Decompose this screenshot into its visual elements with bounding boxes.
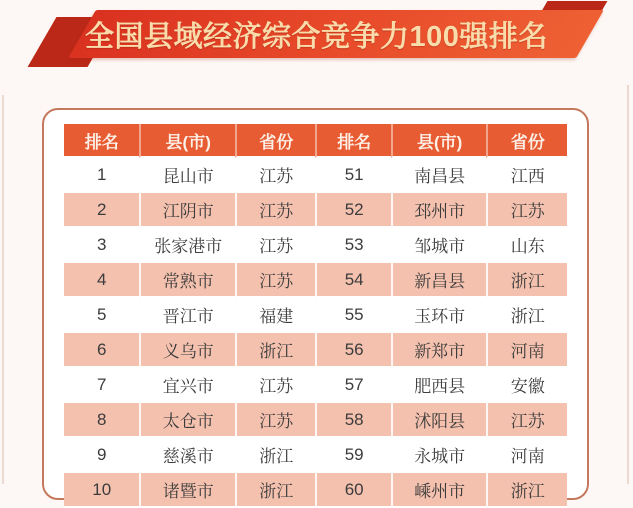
title-banner bbox=[30, 0, 603, 74]
table-cell: 河南 bbox=[486, 333, 567, 368]
column-header: 排名 bbox=[64, 124, 139, 158]
table-cell: 邳州市 bbox=[391, 193, 487, 228]
table-row bbox=[64, 333, 567, 368]
table-cell: 浙江 bbox=[235, 333, 315, 368]
table-row bbox=[64, 473, 567, 508]
table-cell: 慈溪市 bbox=[139, 438, 235, 473]
table-cell: 玉环市 bbox=[391, 298, 487, 333]
table-cell: 2 bbox=[64, 193, 139, 228]
table-cell: 8 bbox=[64, 403, 139, 438]
table-row bbox=[64, 228, 567, 263]
table-cell: 51 bbox=[315, 158, 390, 193]
table-row bbox=[64, 158, 567, 193]
table-cell: 59 bbox=[315, 438, 390, 473]
table-cell: 9 bbox=[64, 438, 139, 473]
table-cell: 10 bbox=[64, 473, 139, 508]
table-cell: 新郑市 bbox=[391, 333, 487, 368]
table-cell: 邹城市 bbox=[391, 228, 487, 263]
table-cell: 浙江 bbox=[235, 438, 315, 473]
table-cell: 南昌县 bbox=[391, 158, 487, 193]
table-row bbox=[64, 438, 567, 473]
table-row bbox=[64, 193, 567, 228]
table-cell: 58 bbox=[315, 403, 390, 438]
table-cell: 宜兴市 bbox=[139, 368, 235, 403]
table-cell: 永城市 bbox=[391, 438, 487, 473]
column-header: 县(市) bbox=[391, 124, 487, 158]
table-cell: 嵊州市 bbox=[391, 473, 487, 508]
table-cell: 江苏 bbox=[486, 193, 567, 228]
table-cell: 福建 bbox=[235, 298, 315, 333]
column-header: 省份 bbox=[486, 124, 567, 158]
table-cell: 54 bbox=[315, 263, 390, 298]
table-cell: 5 bbox=[64, 298, 139, 333]
table-cell: 55 bbox=[315, 298, 390, 333]
table-cell: 诸暨市 bbox=[139, 473, 235, 508]
table-cell: 江苏 bbox=[235, 158, 315, 193]
column-header: 排名 bbox=[315, 124, 390, 158]
table-cell: 山东 bbox=[486, 228, 567, 263]
table-cell: 江苏 bbox=[235, 368, 315, 403]
table-cell: 江苏 bbox=[235, 263, 315, 298]
ranking-card bbox=[42, 108, 589, 500]
table-cell: 沭阳县 bbox=[391, 403, 487, 438]
table-cell: 晋江市 bbox=[139, 298, 235, 333]
table-cell: 肥西县 bbox=[391, 368, 487, 403]
table-row bbox=[64, 298, 567, 333]
table-header-row bbox=[64, 124, 567, 158]
table-cell: 义乌市 bbox=[139, 333, 235, 368]
table-cell: 昆山市 bbox=[139, 158, 235, 193]
table-cell: 56 bbox=[315, 333, 390, 368]
table-cell: 江苏 bbox=[235, 403, 315, 438]
table-cell: 6 bbox=[64, 333, 139, 368]
table-cell: 53 bbox=[315, 228, 390, 263]
table-body bbox=[64, 158, 567, 508]
table-cell: 江苏 bbox=[235, 193, 315, 228]
table-cell: 江苏 bbox=[235, 228, 315, 263]
table-cell: 1 bbox=[64, 158, 139, 193]
table-cell: 浙江 bbox=[486, 263, 567, 298]
table-cell: 3 bbox=[64, 228, 139, 263]
table-cell: 江苏 bbox=[486, 403, 567, 438]
table-cell: 浙江 bbox=[486, 298, 567, 333]
table-cell: 安徽 bbox=[486, 368, 567, 403]
table-cell: 60 bbox=[315, 473, 390, 508]
table-cell: 常熟市 bbox=[139, 263, 235, 298]
table-row bbox=[64, 403, 567, 438]
table-cell: 太仓市 bbox=[139, 403, 235, 438]
table-cell: 57 bbox=[315, 368, 390, 403]
table-cell: 7 bbox=[64, 368, 139, 403]
table-cell: 52 bbox=[315, 193, 390, 228]
page-edge-left bbox=[2, 95, 4, 484]
table-cell: 新昌县 bbox=[391, 263, 487, 298]
table-row bbox=[64, 263, 567, 298]
table-row bbox=[64, 368, 567, 403]
table-cell: 4 bbox=[64, 263, 139, 298]
column-header: 县(市) bbox=[139, 124, 235, 158]
page-edge-right bbox=[627, 85, 629, 484]
table-cell: 江西 bbox=[486, 158, 567, 193]
page-title: 全国县域经济综合竞争力100强排名 bbox=[85, 20, 548, 53]
ranking-table bbox=[64, 124, 567, 508]
table-cell: 张家港市 bbox=[139, 228, 235, 263]
table-cell: 浙江 bbox=[486, 473, 567, 508]
table-cell: 江阴市 bbox=[139, 193, 235, 228]
column-header: 省份 bbox=[235, 124, 315, 158]
table-cell: 浙江 bbox=[235, 473, 315, 508]
table-cell: 河南 bbox=[486, 438, 567, 473]
